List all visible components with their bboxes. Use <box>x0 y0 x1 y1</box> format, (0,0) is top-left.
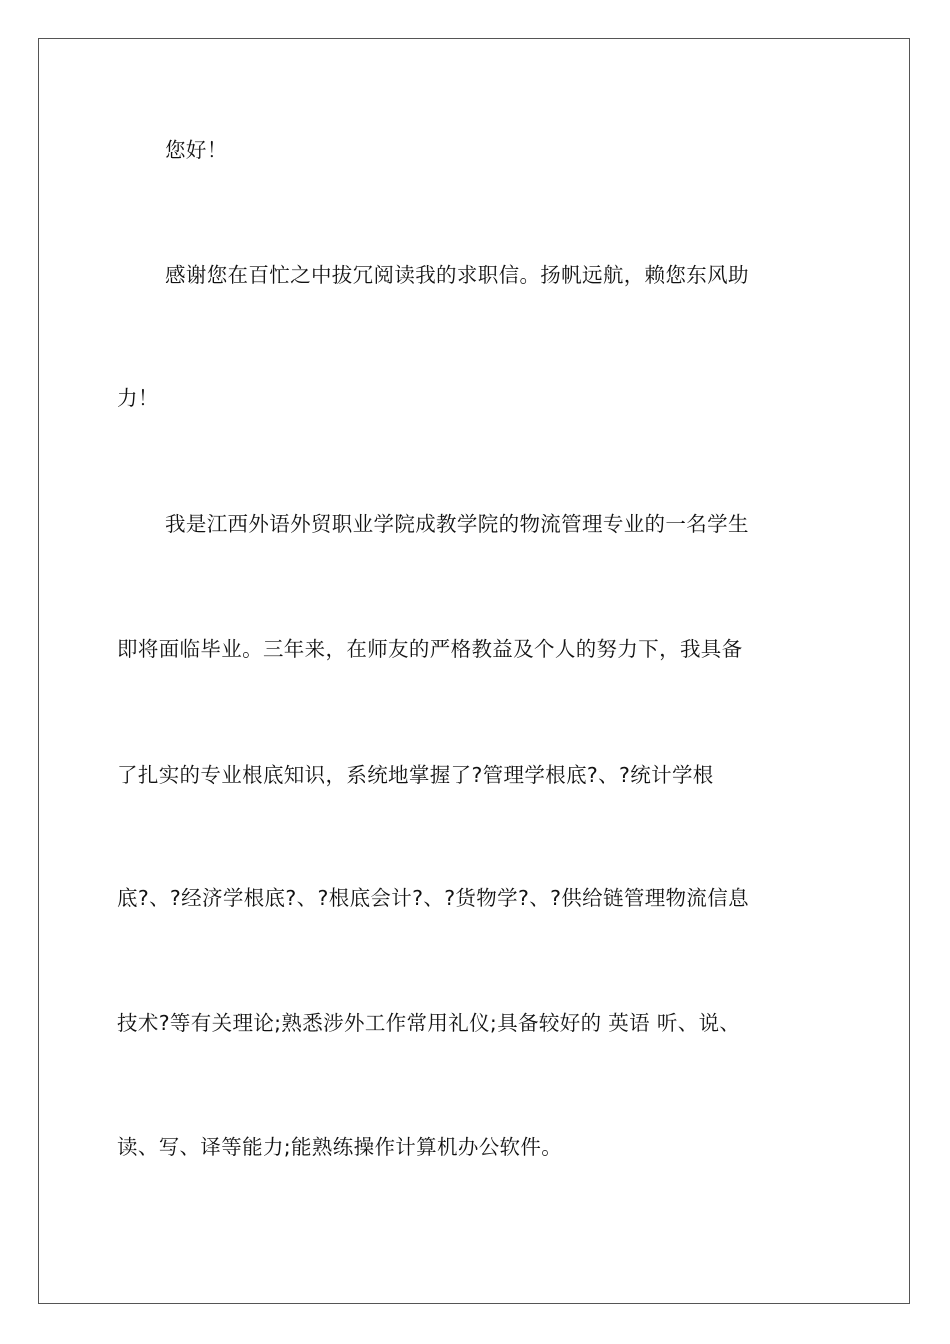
body-line: 读、写、译等能力;能熟练操作计算机办公软件。 <box>117 1135 563 1159</box>
body-line: 底?、?经济学根底?、?根底会计?、?货物学?、?供给链管理物流信息 <box>117 886 749 910</box>
body-line: 技术?等有关理论;熟悉涉外工作常用礼仪;具备较好的 英语 听、说、 <box>117 1011 741 1035</box>
body-line: 即将面临毕业。三年来，在师友的严格教益及个人的努力下，我具备 <box>117 637 743 661</box>
body-line: 感谢您在百忙之中拔冗阅读我的求职信。扬帆远航，赖您东风助 <box>165 263 749 287</box>
body-line: 力！ <box>117 386 159 410</box>
page-border <box>38 38 910 1304</box>
greeting: 您好！ <box>165 138 228 162</box>
body-line: 了扎实的专业根底知识，系统地掌握了?管理学根底?、?统计学根 <box>117 763 714 787</box>
body-line: 我是江西外语外贸职业学院成教学院的物流管理专业的一名学生 <box>165 512 749 536</box>
